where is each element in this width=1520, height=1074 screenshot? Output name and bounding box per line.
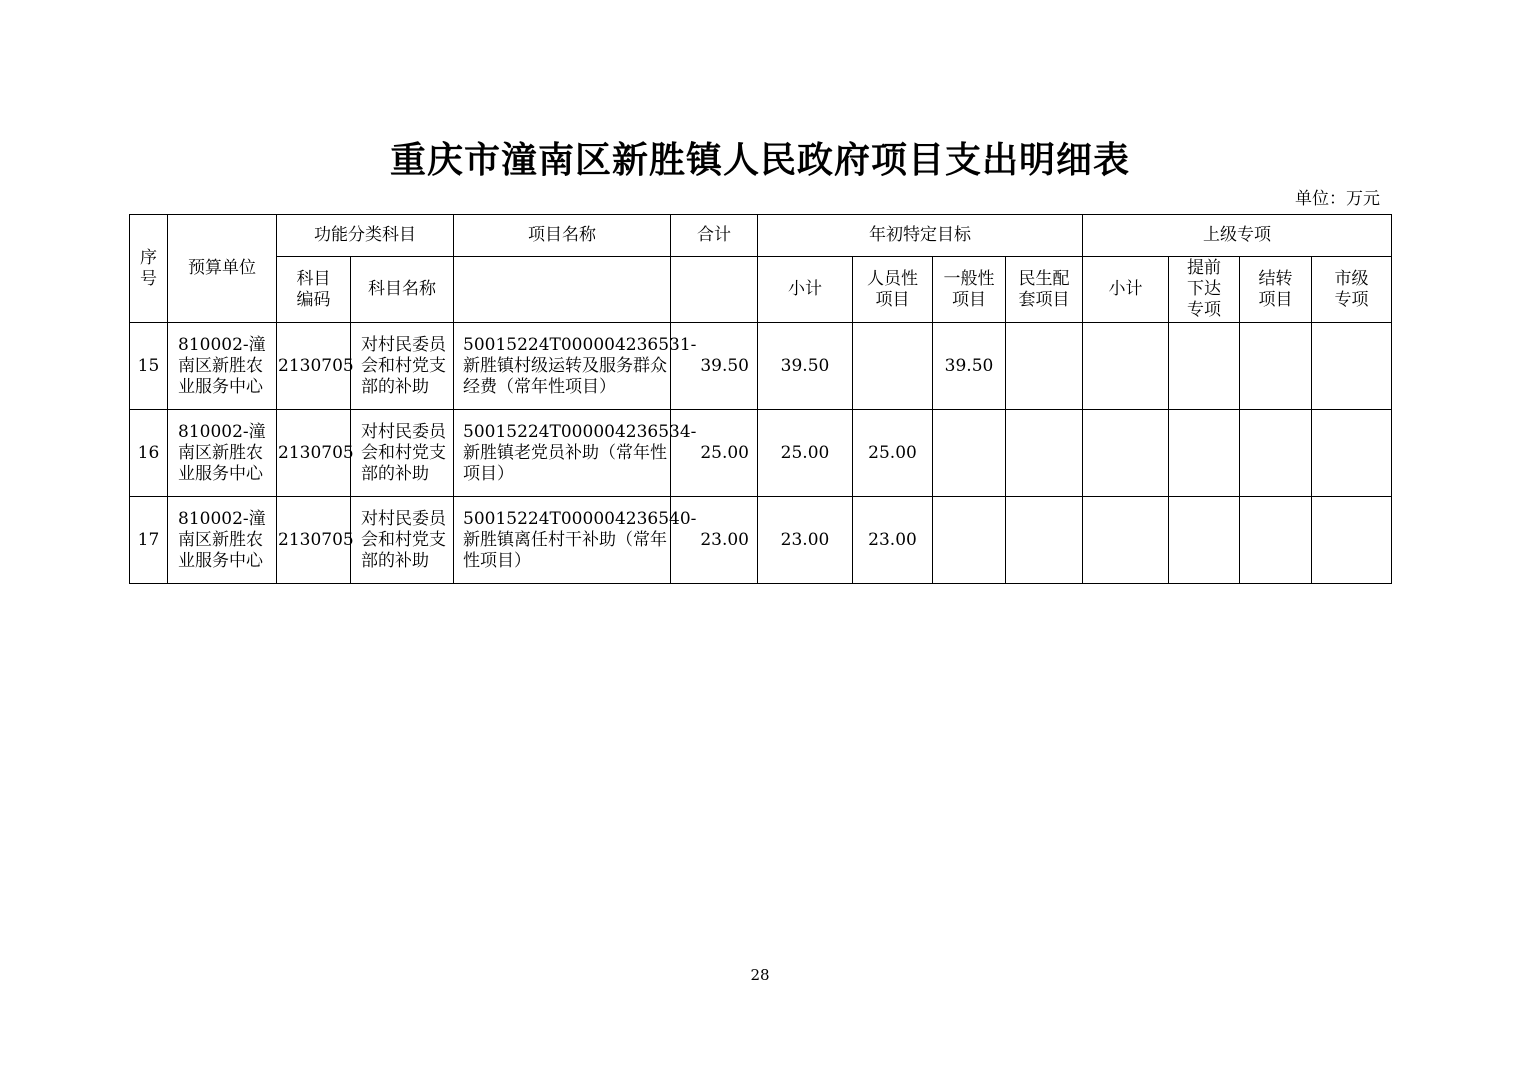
cell-seq: 17	[130, 497, 168, 584]
cell-subject-code: 2130705	[277, 497, 351, 584]
cell-subject-code: 2130705	[277, 410, 351, 497]
header-subject-code: 科目编码	[277, 257, 351, 323]
project-expense-table	[129, 214, 1392, 584]
header-total-blank	[671, 257, 758, 323]
header-carryover: 结转项目	[1240, 257, 1312, 323]
cell-subject-code: 2130705	[277, 323, 351, 410]
header-project-name: 项目名称	[454, 215, 671, 257]
header-seq: 序号	[130, 215, 168, 323]
cell-project-name: 50015224T000004236540-新胜镇离任村干补助（常年性项目）	[454, 497, 671, 584]
cell-city-level	[1312, 410, 1392, 497]
header-total: 合计	[671, 215, 758, 257]
table-row	[130, 410, 1392, 497]
header-annual-target: 年初特定目标	[758, 215, 1083, 257]
cell-carryover	[1240, 323, 1312, 410]
cell-budget-unit: 810002-潼南区新胜农业服务中心	[168, 497, 277, 584]
cell-advance	[1169, 497, 1240, 584]
cell-livelihood	[1006, 410, 1083, 497]
header-advance: 提前下达专项	[1169, 257, 1240, 323]
cell-annual-subtotal: 25.00	[758, 410, 853, 497]
cell-budget-unit: 810002-潼南区新胜农业服务中心	[168, 410, 277, 497]
table-row	[130, 323, 1392, 410]
cell-personnel: 25.00	[853, 410, 933, 497]
cell-seq: 15	[130, 323, 168, 410]
cell-project-name: 50015224T000004236531-新胜镇村级运转及服务群众经费（常年性项目）	[454, 323, 671, 410]
cell-livelihood	[1006, 497, 1083, 584]
cell-total: 23.00	[671, 497, 758, 584]
cell-seq: 16	[130, 410, 168, 497]
cell-annual-subtotal: 23.00	[758, 497, 853, 584]
header-annual-subtotal: 小计	[758, 257, 853, 323]
header-city-level: 市级专项	[1312, 257, 1392, 323]
header-superior-subtotal: 小计	[1083, 257, 1169, 323]
cell-total: 39.50	[671, 323, 758, 410]
header-row-1	[130, 215, 1392, 257]
cell-advance	[1169, 323, 1240, 410]
cell-superior-subtotal	[1083, 323, 1169, 410]
cell-general: 39.50	[933, 323, 1006, 410]
unit-label: 单位：万元	[1295, 189, 1380, 209]
cell-city-level	[1312, 497, 1392, 584]
header-row-2	[130, 257, 1392, 323]
page-title: 重庆市潼南区新胜镇人民政府项目支出明细表	[389, 139, 1130, 181]
cell-subject-name: 对村民委员会和村党支部的补助	[351, 410, 454, 497]
cell-subject-name: 对村民委员会和村党支部的补助	[351, 323, 454, 410]
cell-superior-subtotal	[1083, 497, 1169, 584]
cell-carryover	[1240, 497, 1312, 584]
page-number: 28	[750, 966, 770, 984]
cell-subject-name: 对村民委员会和村党支部的补助	[351, 497, 454, 584]
cell-personnel	[853, 323, 933, 410]
cell-annual-subtotal: 39.50	[758, 323, 853, 410]
cell-carryover	[1240, 410, 1312, 497]
cell-general	[933, 497, 1006, 584]
table-row	[130, 497, 1392, 584]
header-livelihood: 民生配套项目	[1006, 257, 1083, 323]
header-personnel: 人员性项目	[853, 257, 933, 323]
cell-personnel: 23.00	[853, 497, 933, 584]
cell-advance	[1169, 410, 1240, 497]
cell-city-level	[1312, 323, 1392, 410]
cell-general	[933, 410, 1006, 497]
header-project-name-blank	[454, 257, 671, 323]
cell-livelihood	[1006, 323, 1083, 410]
cell-project-name: 50015224T000004236534-新胜镇老党员补助（常年性项目）	[454, 410, 671, 497]
header-superior-special: 上级专项	[1083, 215, 1392, 257]
cell-total: 25.00	[671, 410, 758, 497]
header-budget-unit: 预算单位	[168, 215, 277, 323]
header-func-class: 功能分类科目	[277, 215, 454, 257]
cell-superior-subtotal	[1083, 410, 1169, 497]
header-general: 一般性项目	[933, 257, 1006, 323]
header-subject-name: 科目名称	[351, 257, 454, 323]
cell-budget-unit: 810002-潼南区新胜农业服务中心	[168, 323, 277, 410]
